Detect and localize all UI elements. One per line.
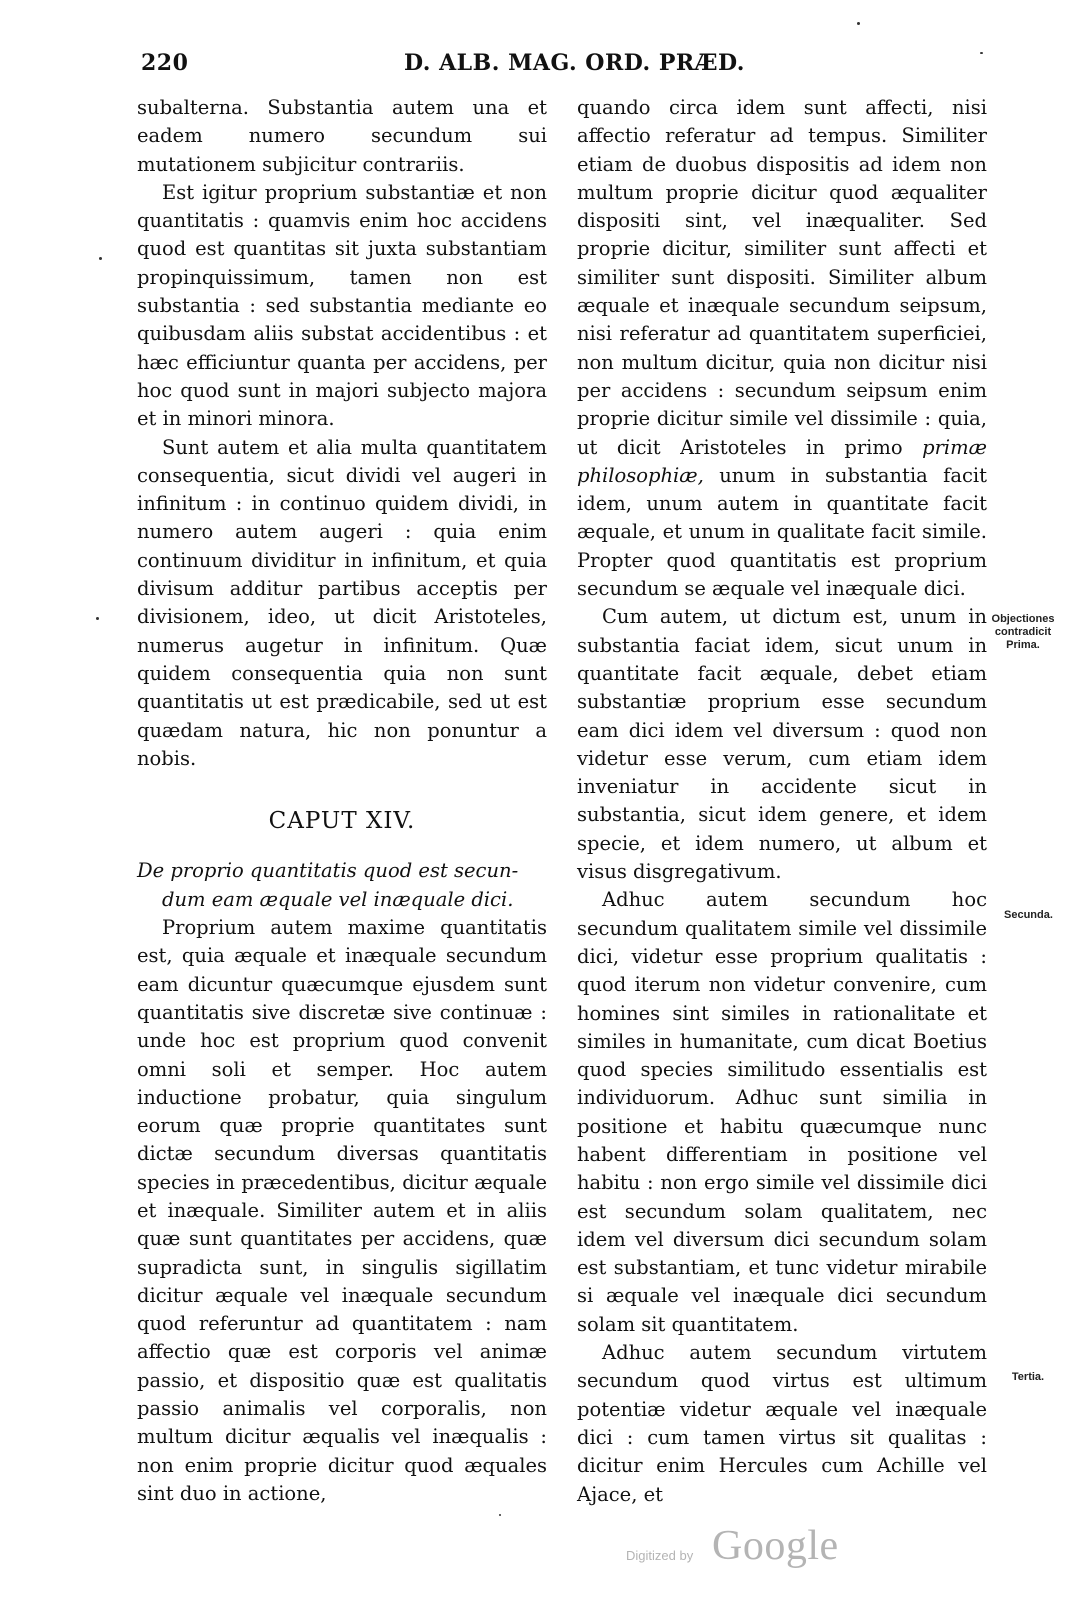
paragraph [577, 94, 987, 603]
google-logo: Google [712, 1523, 839, 1569]
paragraph: Adhuc autem secundum hoc secundum qualitatem simile vel dissimile dici, videtur esse proprium qualitatis : quod iterum non videtur convenire, cum homines sint similes in rationalitate et similes in humanitate, cum dicat Boetius quod species similitudo essentialis est individuorum. Adhuc sunt similia in positione et habitu quæcumque nunc habent differentiam in positione vel habitu : non ergo simile vel dissimile dici est secundum solam qualitatem, nec idem vel diversum dici secundum solam est substantiam, et tunc videtur mirabile si æquale vel inæquale dici secundum solam sit quantitatem. [577, 888, 987, 1336]
paragraph-text: unum in substantia facit idem, unum autem in quantitate facit æquale, et unum in qualitate facit simile. Propter quod quantitatis est proprium secundum se æquale vel inæquale dici. [577, 463, 987, 601]
marginal-note-objections [988, 613, 1058, 652]
paragraph: Sunt autem et alia multa quantitatem consequentia, sicut dividi vel augeri in infinitum : in continuo quidem dividi, in numero autem augeri : quia enim continuum dividitur in infinitum, et quia divisum additur partibus acceptis per divisionem, ideo, ut dicit Aristoteles, numerus augetur in infinitum. Quæ quidem consequentia quia non sunt quantitatis ut est prædicabile, sed ut est quædam natura, hic non ponuntur a nobis. [137, 435, 547, 770]
hand-drawn-dot-icon [980, 52, 983, 54]
page-number: 220 [141, 50, 189, 76]
paragraph: Cum autem, ut dictum est, unum in substantia faciat idem, sicut unum in quantitate facit æquale, debet etiam substantiæ proprium esse secundum eam dici idem vel diversum : quod non videtur esse verum, cum etiam idem inveniatur in accidente sicut in substantia, sicut idem genere, et idem specie, et idem numero, ut album et visus disgregativum. [577, 605, 987, 884]
chapter-subtitle-line: dum eam æquale vel inæquale dici. [162, 887, 514, 911]
left-column [137, 94, 547, 1508]
running-head [0, 50, 1072, 80]
chapter-heading: CAPUT XIV. [268, 808, 416, 835]
paragraph: subalterna. Substantia autem una et eadem numero secundum sui mutationem subjicitur contrariis. [137, 96, 547, 176]
marginal-note-line: Objectiones [991, 613, 1055, 625]
running-title: D. ALB. MAG. ORD. PRÆD. [404, 50, 745, 76]
marginal-note-line: contradicit [994, 626, 1052, 638]
marginal-note-second: Secunda. [1004, 909, 1053, 921]
chapter-subtitle-line: De proprio quantitatis quod est secun- [137, 859, 519, 883]
right-column [577, 94, 987, 1509]
hand-drawn-dot-icon [99, 257, 102, 260]
marginal-note-line: Prima. [1006, 639, 1040, 651]
chapter-subtitle [137, 857, 547, 914]
hand-drawn-dot-icon [857, 22, 860, 25]
paragraph: Adhuc autem secundum virtutem secundum quod virtus est ultimum potentiæ videtur æquale vel inæquale dici : cum tamen virtus sit qualitas : dicitur enim Hercules cum Achille vel Ajace, et [577, 1341, 987, 1506]
hand-drawn-dot-icon [96, 617, 99, 620]
italic-citation: primæ philosophiæ, [577, 435, 987, 487]
paragraph-text: quando circa idem sunt affecti, nisi affectio referatur ad tempus. Similiter etiam de duobus dispositis ad idem non multum proprie dicitur quod æqualiter dispositi sint, vel inæqualiter. Sed proprie dicitur, similiter sunt affecti et similiter sunt dispositi. Similiter album æquale et inæquale secundum seipsum, nisi referatur ad quantitatem superficiei, non multum dicitur, quia non dicitur nisi per accidens : secundum seipsum enim proprie dicitur simile vel dissimile : quia, ut dicit Aristoteles in primo [577, 96, 987, 459]
digitized-watermark [626, 1524, 866, 1574]
watermark-digitized-by: Digitized by [626, 1548, 694, 1563]
marginal-note-third: Tertia. [1011, 1371, 1045, 1383]
hand-pointer-icon [499, 1514, 501, 1516]
paragraph: Proprium autem maxime quantitatis est, quia æquale et inæquale secundum eam dicuntur quæcumque ejusdem sunt quantitatis sive discretæ sive continuæ : unde hoc est proprium quod convenit omni soli et semper. Hoc autem inductione probatur, quia singulum eorum quæ proprie quantitates sunt dictæ secundum diversas quantitatis species in præcedentibus, dicitur æquale et inæquale. Similiter autem et in aliis quæ sunt quantitates per accidens, quæ supradicta sunt, in singulis sigillatim dicitur æquale vel inæquale secundum quod referuntur ad quantitatem : nam affectio quæ est corporis vel animæ passio, et dispositio quæ est qualitatis passio animalis vel corporalis, non multum dicitur æqualis vel inæqualis : non enim proprie dicitur quod æquales sint duo in actione, [137, 916, 547, 1505]
paragraph: Est igitur proprium substantiæ et non quantitatis : quamvis enim hoc accidens quod est quantitas sit juxta substantiam propinquissimum, tamen non est substantia : sed substantia mediante eo quibusdam aliis substat accidentibus : et hæc efficiuntur quanta per accidens, per hoc quod sunt in majori subjecto majora et in minori minora. [137, 180, 547, 431]
